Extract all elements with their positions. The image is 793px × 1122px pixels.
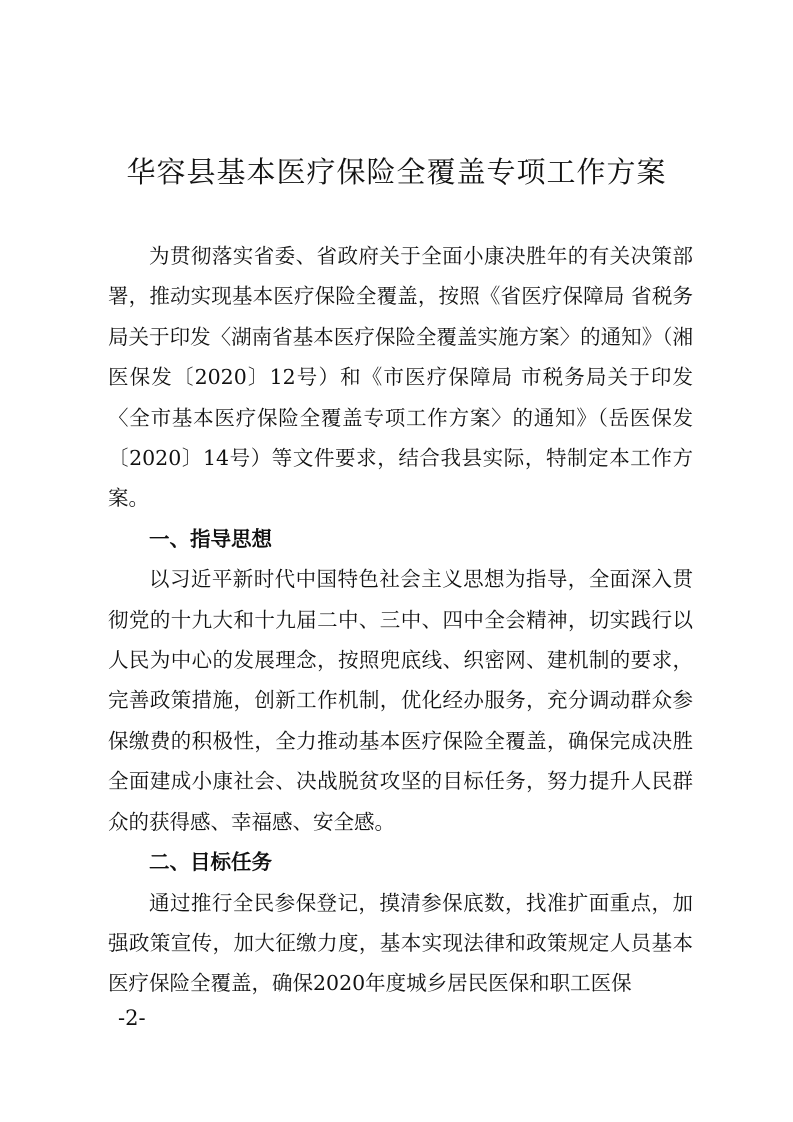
section-heading-guiding-ideology: 一、指导思想 xyxy=(149,526,272,551)
section-text-goals-tasks: 通过推行全民参保登记，摸清参保底数，找准扩面重点，加强政策宣传，加大征缴力度，基本实现法律和政策规定人员基本医疗保险全覆盖，确保2020年度城乡居民医保和职工医保 xyxy=(108,890,693,996)
document-body xyxy=(108,236,693,1004)
section-heading-goals-tasks: 二、目标任务 xyxy=(149,850,272,875)
document-title: 华容县基本医疗保险全覆盖专项工作方案 xyxy=(126,155,667,189)
section-text-guiding-ideology: 以习近平新时代中国特色社会主义思想为指导，全面深入贯彻党的十九大和十九届二中、三中、四中全会精神，切实践行以人民为中心的发展理念，按照兜底线、织密网、建机制的要求，完善政策措施，创新工作机制，优化经办服务，充分调动群众参保缴费的积极性，全力推动基本医疗保险全覆盖，确保完成决胜全面建成小康社会、决战脱贫攻坚的目标任务，努力提升人民群众的获得感、幸福感、安全感。 xyxy=(108,567,693,834)
intro-paragraph: 为贯彻落实省委、省政府关于全面小康决胜年的有关决策部署，推动实现基本医疗保险全覆盖，按照《省医疗保障局 省税务局关于印发〈湖南省基本医疗保险全覆盖实施方案〉的通知》（湘医保发〔2020〕12号）和《市医疗保障局 市税务局关于印发〈全市基本医疗保险全覆盖专项工作方案〉的通知》（岳医保发〔2020〕14号）等文件要求，结合我县实际，特制定本工作方案。 xyxy=(108,244,693,511)
page-number: -2- xyxy=(118,1006,146,1030)
